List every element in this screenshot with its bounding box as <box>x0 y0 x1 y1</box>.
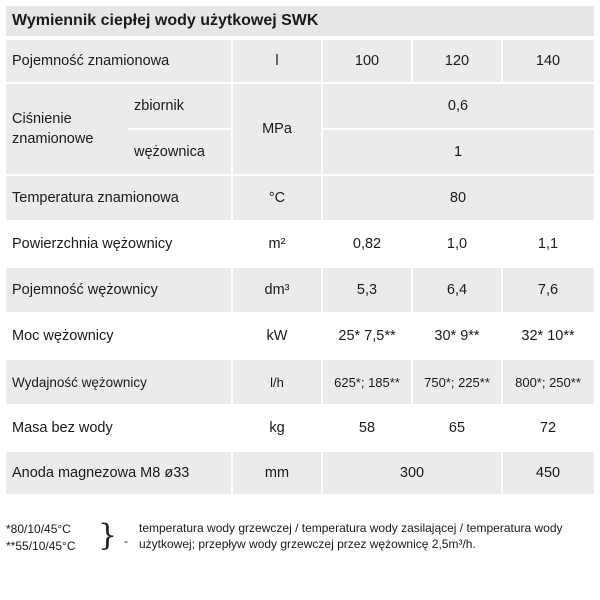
cell-pressure-tank: 0,6 <box>322 84 594 128</box>
cell-coil-area-140: 1,1 <box>502 222 594 266</box>
unit-anode: mm <box>232 452 322 494</box>
cell-coil-area-120: 1,0 <box>412 222 502 266</box>
column-divider <box>321 40 323 494</box>
label-anode: Anoda magnezowa M8 ø33 <box>6 452 232 494</box>
footnote-key-2: **55/10/45°C <box>6 539 76 553</box>
label-temperature: Temperatura znamionowa <box>6 176 232 220</box>
unit-coil-output: l/h <box>232 360 322 404</box>
label-coil-power: Moc wężownicy <box>6 314 232 358</box>
unit-pressure: MPa <box>232 84 322 174</box>
label-pressure: Ciśnienie znamionowe <box>6 84 128 174</box>
cell-coil-capacity-120: 6,4 <box>412 268 502 312</box>
cell-coil-output-100: 625*; 185** <box>322 360 412 404</box>
cell-mass-120: 65 <box>412 406 502 450</box>
cell-anode-100-120: 300 <box>322 452 502 494</box>
brace-symbol: } <box>98 518 118 553</box>
column-divider <box>411 268 413 312</box>
label-coil-area: Powierzchnia wężownicy <box>6 222 232 266</box>
cell-mass-140: 72 <box>502 406 594 450</box>
column-divider <box>411 40 413 82</box>
label-capacity: Pojemność znamionowa <box>6 40 232 82</box>
column-divider <box>501 40 503 82</box>
cell-coil-power-100: 25* 7,5** <box>322 314 412 358</box>
cell-coil-capacity-140: 7,6 <box>502 268 594 312</box>
cell-anode-140: 450 <box>502 452 594 494</box>
page-title: Wymiennik ciepłej wody użytkowej SWK <box>6 6 594 36</box>
label-pressure-tank: zbiornik <box>128 84 232 128</box>
footnotes <box>6 520 594 560</box>
cell-pressure-coil: 1 <box>322 130 594 174</box>
unit-coil-power: kW <box>232 314 322 358</box>
cell-mass-100: 58 <box>322 406 412 450</box>
column-divider <box>231 40 233 494</box>
cell-temperature: 80 <box>322 176 594 220</box>
column-divider <box>501 360 503 404</box>
cell-coil-area-100: 0,82 <box>322 222 412 266</box>
unit-mass: kg <box>232 406 322 450</box>
label-pressure-coil: wężownica <box>128 130 232 174</box>
column-divider <box>501 452 503 494</box>
cell-coil-power-120: 30* 9** <box>412 314 502 358</box>
column-divider <box>501 268 503 312</box>
cell-coil-output-140: 800*; 250** <box>502 360 594 404</box>
label-coil-capacity: Pojemność wężownicy <box>6 268 232 312</box>
cell-capacity-140: 140 <box>502 40 594 82</box>
cell-coil-capacity-100: 5,3 <box>322 268 412 312</box>
cell-coil-output-120: 750*; 225** <box>412 360 502 404</box>
column-divider <box>411 360 413 404</box>
footnote-dash: - <box>124 534 128 548</box>
unit-coil-capacity: dm³ <box>232 268 322 312</box>
unit-coil-area: m² <box>232 222 322 266</box>
cell-capacity-120: 120 <box>412 40 502 82</box>
label-coil-output: Wydajność wężownicy <box>6 360 232 404</box>
unit-temperature: °C <box>232 176 322 220</box>
unit-capacity: l <box>232 40 322 82</box>
label-mass: Masa bez wody <box>6 406 232 450</box>
footnote-text: temperatura wody grzewczej / temperatura wody zasilającej / temperatura wody użytkowej; przepływ wody grzewczej przez wężownicę 2,5m³/h. <box>139 521 563 551</box>
cell-coil-power-140: 32* 10** <box>502 314 594 358</box>
cell-capacity-100: 100 <box>322 40 412 82</box>
footnote-key-1: *80/10/45°C <box>6 522 71 536</box>
